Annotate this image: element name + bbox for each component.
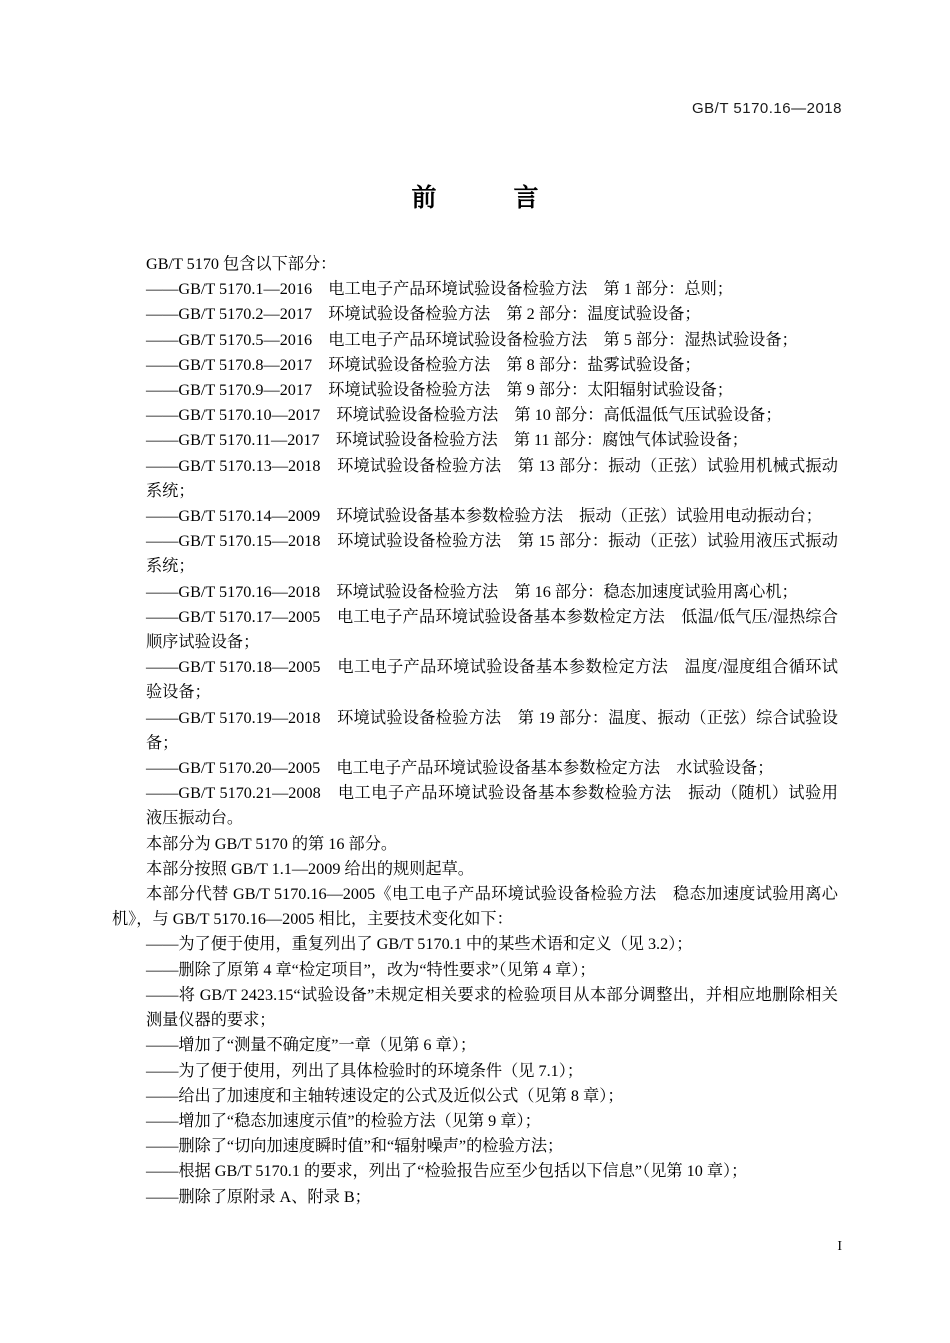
change-item: ——为了便于使用，列出了具体检验时的环境条件（见 7.1）； [146, 1061, 584, 1080]
change-item: ——删除了“切向加速度瞬时值”和“辐射噪声”的检验方法； [146, 1137, 564, 1156]
part-item: ——GB/T 5170.14—2009 环境试验设备基本参数检验方法 振动（正弦）试验用电动振动台； [146, 507, 822, 526]
page-title: 前 言 [411, 183, 565, 212]
change-item: ——根据 GB/T 5170.1 的要求，列出了“检验报告应至少包括以下信息”（见第 10 章）； [146, 1162, 748, 1181]
page-header-standard-number: GB/T 5170.16—2018 [692, 100, 842, 117]
change-item: ——增加了“测量不确定度”一章（见第 6 章）； [146, 1036, 477, 1055]
change-item: ——删除了原第 4 章“检定项目”，改为“特性要求”（见第 4 章）； [146, 960, 596, 979]
intro-line: GB/T 5170 包含以下部分： [146, 255, 337, 273]
part-item: ——GB/T 5170.17—2005 电工电子产品环境试验设备基本参数检定方法 低温/低气压/湿热综合顺序试验设备； [146, 607, 838, 652]
part-item: ——GB/T 5170.8—2017 环境试验设备检验方法 第 8 部分：盐雾试验设备； [146, 355, 701, 374]
replacement-paragraph: 本部分代替 GB/T 5170.16—2005《电工电子产品环境试验设备检验方法 稳态加速度试验用离心机》，与 GB/T 5170.16—2005 相比，主要技术变化如下： [112, 885, 838, 929]
change-item: ——将 GB/T 2423.15“试验设备”未规定相关要求的检验项目从本部分调整出，并相应地删除相关测量仪器的要求； [146, 985, 838, 1030]
part-item: ——GB/T 5170.2—2017 环境试验设备检验方法 第 2 部分：温度试验设备； [146, 305, 701, 324]
part-item: ——GB/T 5170.19—2018 环境试验设备检验方法 第 19 部分：温度、振动（正弦）综合试验设备； [146, 708, 838, 752]
part-item: ——GB/T 5170.15—2018 环境试验设备检验方法 第 15 部分：振动（正弦）试验用液压式振动系统； [146, 532, 838, 576]
part-item: ——GB/T 5170.9—2017 环境试验设备检验方法 第 9 部分：太阳辐射试验设备； [146, 381, 733, 400]
part-item: ——GB/T 5170.18—2005 电工电子产品环境试验设备基本参数检定方法 温度/湿度组合循环试验设备； [146, 658, 838, 702]
page-number: I [837, 1239, 842, 1254]
part-item: ——GB/T 5170.10—2017 环境试验设备检验方法 第 10 部分：高低温低气压试验设备； [146, 406, 782, 425]
change-item: ——增加了“稳态加速度示值”的检验方法（见第 9 章）； [146, 1111, 541, 1130]
statement-line: 本部分为 GB/T 5170 的第 16 部分。 [146, 834, 398, 853]
change-item: ——给出了加速度和主轴转速设定的公式及近似公式（见第 8 章）； [146, 1086, 624, 1105]
statement-line: 本部分按照 GB/T 1.1—2009 给出的规则起草。 [146, 859, 474, 878]
part-item: ——GB/T 5170.21—2008 电工电子产品环境试验设备基本参数检验方法 振动（随机）试验用液压振动台。 [146, 784, 838, 828]
part-item: ——GB/T 5170.1—2016 电工电子产品环境试验设备检验方法 第 1 部分：总则； [146, 280, 733, 299]
part-item: ——GB/T 5170.11—2017 环境试验设备检验方法 第 11 部分：腐蚀气体试验设备； [146, 431, 748, 450]
document-body [112, 252, 838, 1210]
part-item: ——GB/T 5170.13—2018 环境试验设备检验方法 第 13 部分：振动（正弦）试验用机械式振动系统； [146, 456, 838, 500]
part-item: ——GB/T 5170.16—2018 环境试验设备检验方法 第 16 部分：稳态加速度试验用离心机； [146, 582, 798, 601]
part-item: ——GB/T 5170.20—2005 电工电子产品环境试验设备基本参数检定方法 水试验设备； [146, 759, 774, 778]
change-item: ——删除了原附录 A、附录 B； [146, 1187, 371, 1206]
part-item: ——GB/T 5170.5—2016 电工电子产品环境试验设备检验方法 第 5 部分：湿热试验设备； [146, 330, 798, 349]
change-item: ——为了便于使用，重复列出了 GB/T 5170.1 中的某些术语和定义（见 3.2）； [146, 935, 693, 954]
